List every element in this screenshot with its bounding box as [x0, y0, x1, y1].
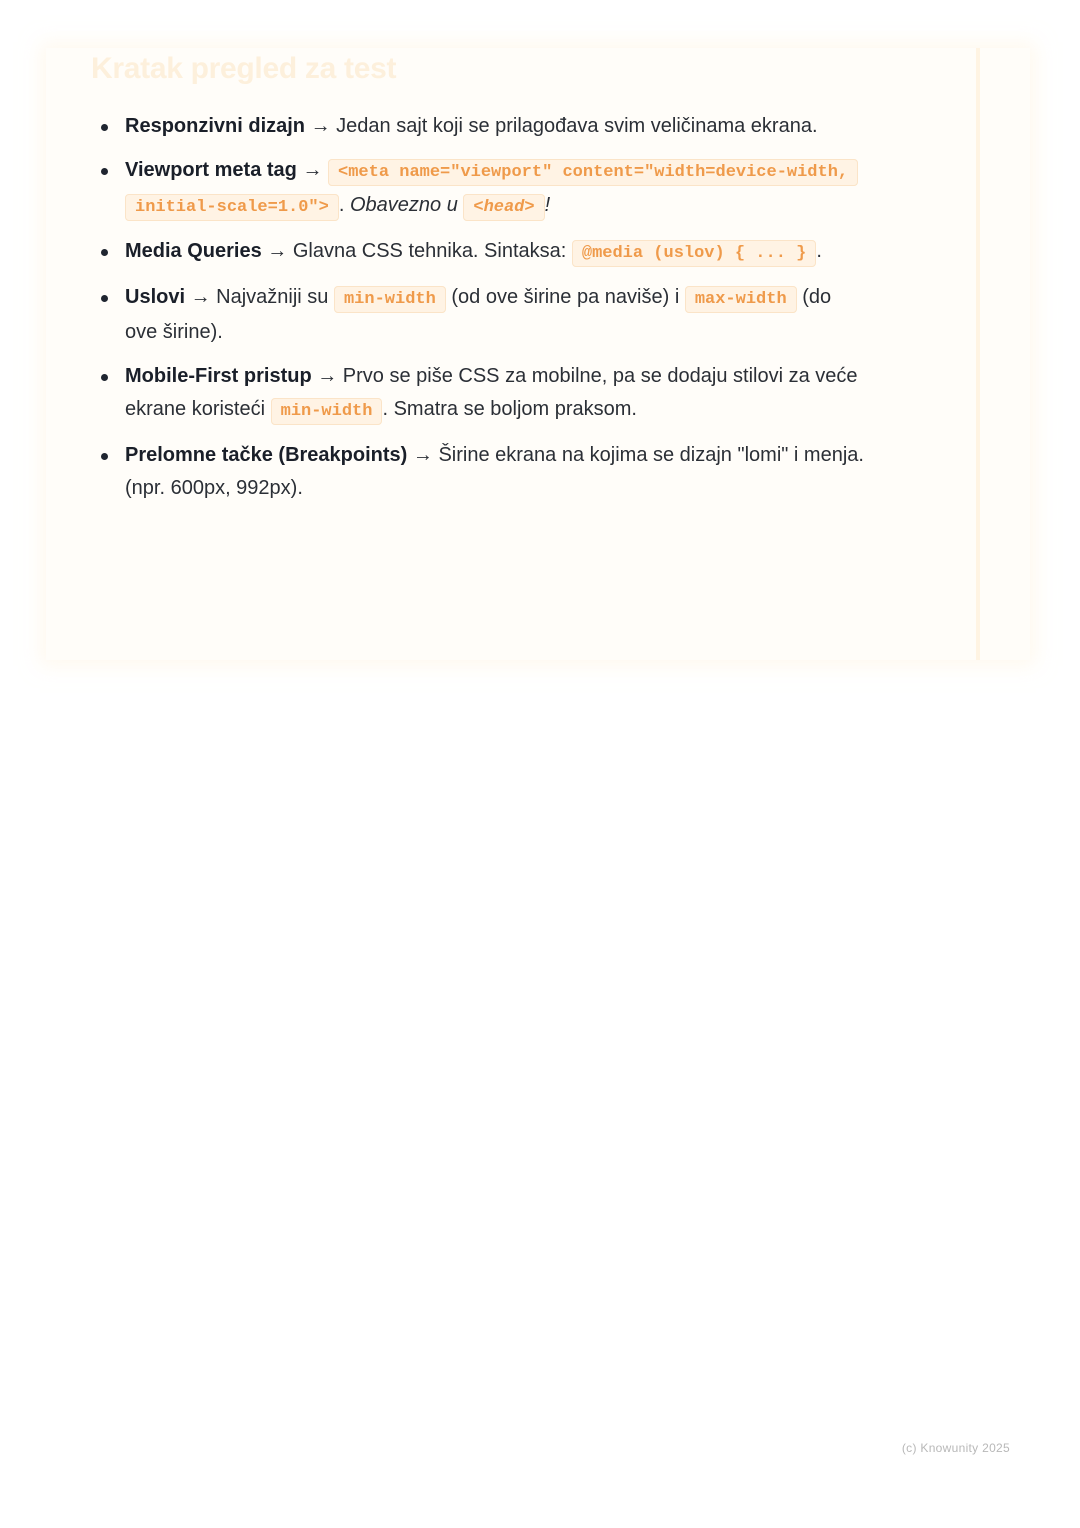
- code-snippet-viewport: <meta name="viewport" content="width=device-width, initial-scale=1.0">: [125, 159, 858, 221]
- arrow-right-icon: →: [317, 365, 338, 387]
- list-item-media-queries: [125, 235, 865, 270]
- emphasis-end: !: [544, 194, 551, 216]
- punctuation: .: [338, 194, 345, 216]
- code-snippet-min-width: min-width: [334, 286, 446, 313]
- list-item-mobile-first: [125, 360, 865, 428]
- list-item-viewport-meta-tag: [125, 154, 865, 224]
- list-item-responsive-design: [125, 110, 865, 143]
- code-snippet-media: @media (uslov) { ... }: [572, 240, 816, 267]
- arrow-right-icon: →: [267, 240, 288, 262]
- list-item-conditions: [125, 281, 865, 349]
- term: Responzivni dizajn: [125, 115, 306, 137]
- section-title: Kratak pregled za test: [91, 52, 397, 85]
- punctuation: .: [816, 240, 822, 262]
- term: Viewport meta tag: [125, 159, 297, 181]
- arrow-right-icon: →: [190, 286, 211, 308]
- definition: Najvažniji su: [210, 286, 334, 308]
- definition: Širine ekrana na kojima se dizajn "lomi" i menja. (npr. 600px, 992px).: [125, 444, 864, 499]
- term: Uslovi: [125, 286, 186, 308]
- term: Prelomne tačke (Breakpoints): [125, 444, 408, 466]
- copyright-footer: (c) Knowunity 2025: [901, 1441, 1010, 1455]
- summary-list: [98, 110, 865, 516]
- definition: Prvo se piše CSS za mobilne, pa se dodaju stilovi za veće ekrane koristeći: [125, 365, 858, 420]
- definition-mid: (od ove širine pa naviše) i: [445, 286, 685, 308]
- term: Mobile-First pristup: [125, 365, 312, 387]
- definition-end: . Smatra se boljom praksom.: [382, 398, 637, 420]
- card-divider: [976, 48, 980, 660]
- term: Media Queries: [125, 240, 262, 262]
- arrow-right-icon: →: [412, 444, 433, 466]
- arrow-right-icon: →: [310, 115, 331, 137]
- list-item-breakpoints: [125, 439, 865, 505]
- code-snippet-head: <head>: [463, 194, 544, 221]
- code-snippet-min-width: min-width: [271, 398, 383, 425]
- emphasis-note: Obavezno u: [344, 194, 464, 216]
- definition: Jedan sajt koji se prilagođava svim veličinama ekrana.: [330, 115, 818, 137]
- arrow-right-icon: →: [302, 159, 323, 181]
- definition: Glavna CSS tehnika. Sintaksa:: [287, 240, 572, 262]
- code-snippet-max-width: max-width: [685, 286, 797, 313]
- definition-end: (do ove širine).: [125, 286, 832, 343]
- summary-card: [46, 48, 1030, 660]
